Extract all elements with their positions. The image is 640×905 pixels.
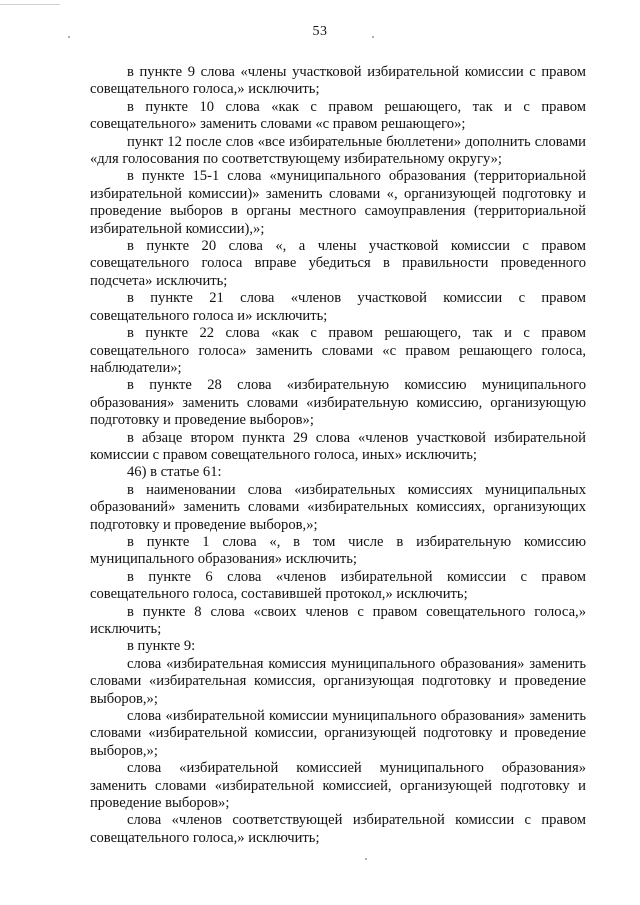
paragraph-item-21: в пункте 21 слова «членов участковой комиссии с правом совещательного голоса и» исключить; [90,290,586,324]
paragraph-item-22: в пункте 22 слова «как с правом решающего, так и с правом совещательного голоса» заменить словами «с правом решающего голоса, наблюдатели»; [90,325,586,376]
paragraph-article-61-item-9-heading: в пункте 9: [127,638,196,655]
paragraph-article-61-item-9-sub-2: слова «избирательной комиссии муниципального образования» заменить словами «избирательной комиссии, организующей подготовку и проведение выборов,»; [90,708,586,759]
paragraph-article-61-item-9-sub-3: слова «избирательной комиссией муниципального образования» заменить словами «избирательной комиссией, организующей подготовку и проведение выборов»; [90,760,586,812]
paragraph-article-61-item-8: в пункте 8 слова «своих членов с правом совещательного голоса,» исключить; [90,603,586,637]
paragraph-item-12: пункт 12 после слов «все избирательные бюллетени» дополнить словами «для голосования по соответствующему избирательному округу»; [90,133,586,168]
page-number: 53 [312,24,328,39]
scan-speck [365,858,367,860]
paragraph-article-61-item-1: в пункте 1 слова «, в том числе в избирательную комиссию муниципального образования» исключить; [90,533,586,568]
paragraph-item-28: в пункте 28 слова «избирательную комиссию муниципального образования» заменить словами «избирательную комиссию, организующую подготовку и проведение выборов»; [90,377,586,429]
paragraph-article-61-item-9-sub-4: слова «членов соответствующей избирательной комиссии с правом совещательного голоса,» исключить; [90,812,586,846]
paragraph-item-20: в пункте 20 слова «, а члены участковой комиссии с правом совещательного голоса вправе убедиться в правильности проведенного подсчета» исключить; [90,238,586,289]
document-body [90,64,586,847]
scan-speck [372,36,374,38]
paragraph-item-29: в абзаце втором пункта 29 слова «членов участковой избирательной комиссии с правом совещательного голоса, иных» исключить; [90,429,586,463]
paragraph-article-61-title: в наименовании слова «избирательных комиссиях муниципальных образований» заменить словами «избирательных комиссиях, организующих подготовку и проведение выборов,»; [90,481,586,533]
paragraph-item-9: в пункте 9 слова «члены участковой избирательной комиссии с правом совещательного голоса,» исключить; [90,64,586,98]
paragraph-item-15-1: в пункте 15-1 слова «муниципального образования (территориальной избирательной комиссии)» заменить словами «, организующей подготовку и проведение выборов в органы местного самоуправления (территориальной избирательной комиссии),»; [90,168,586,237]
paragraph-article-61-item-6: в пункте 6 слова «членов избирательной комиссии с правом совещательного голоса, составившей протокол,» исключить; [90,568,586,603]
scan-speck [68,36,70,38]
paragraph-article-61-item-9-sub-1: слова «избирательная комиссия муниципального образования» заменить словами «избирательная комиссия, организующая подготовку и проведение выборов,»; [90,655,586,707]
scan-edge-mark [0,4,60,5]
paragraph-article-61-heading: 46) в статье 61: [127,464,222,481]
paragraph-item-10: в пункте 10 слова «как с правом решающего, так и с правом совещательного» заменить словами «с правом решающего»; [90,98,586,133]
